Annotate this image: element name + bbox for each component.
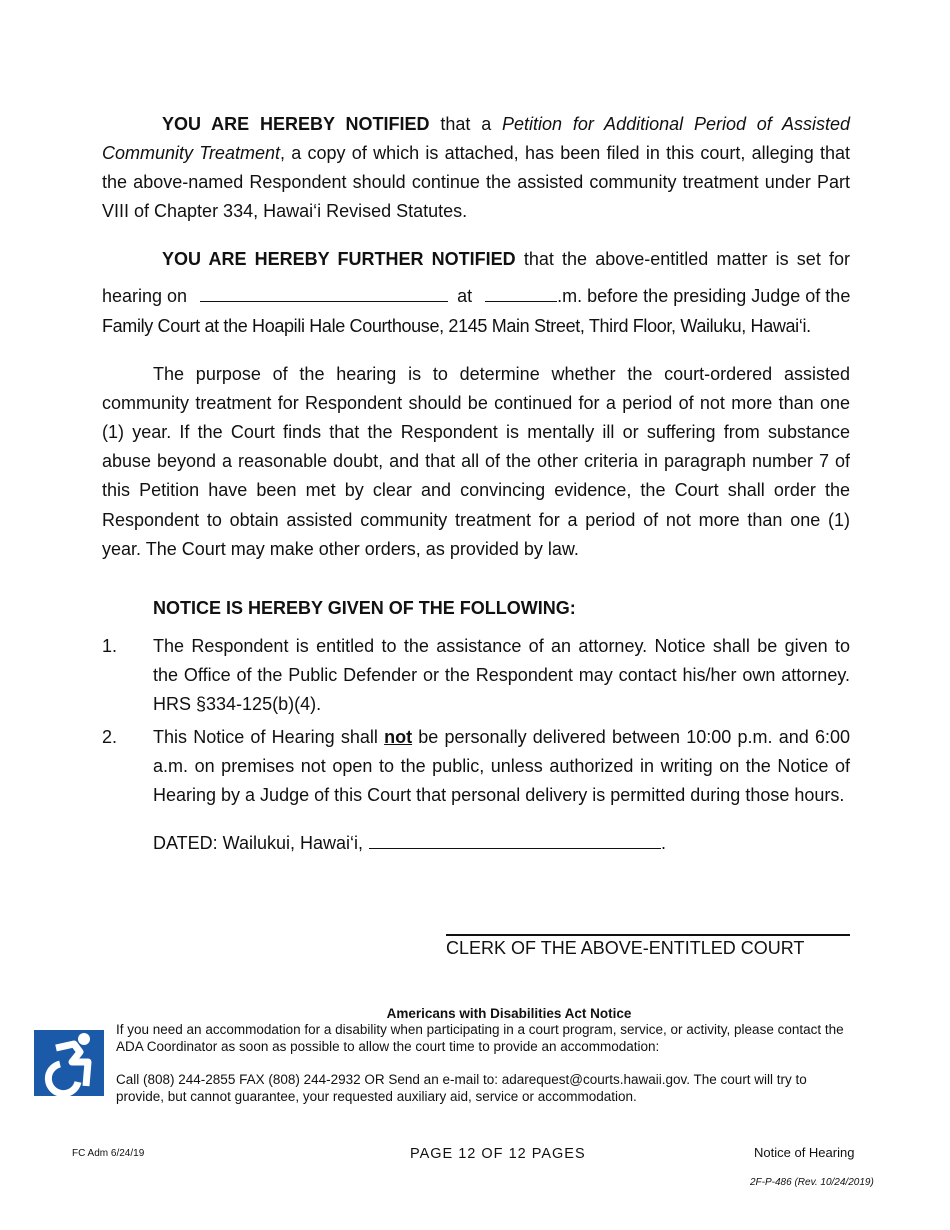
- p3-line: abuse beyond a reasonable doubt, and that all of the other criteria in paragraph number 7 of: [102, 451, 850, 471]
- text: This Notice of Hearing shall: [153, 727, 385, 747]
- petition-title: Petition for Additional Period of Assisted: [502, 114, 850, 134]
- text: at: [457, 286, 473, 306]
- p2-line2: [102, 284, 850, 308]
- p3-line: this Petition have been met by clear and convincing evidence, the Court shall order the: [102, 480, 850, 500]
- item1-line: The Respondent is entitled to the assistance of an attorney. Notice shall be given to: [153, 636, 850, 656]
- item1-line: the Office of the Public Defender or the Respondent may contact his/her own attorney.: [153, 665, 850, 685]
- dated-line: [153, 831, 901, 855]
- lead: YOU ARE HEREBY FURTHER NOTIFIED: [162, 249, 516, 269]
- accessibility-icon: [34, 1030, 104, 1096]
- text: that a: [429, 114, 503, 134]
- clerk-label: CLERK OF THE ABOVE-ENTITLED COURT: [446, 938, 805, 958]
- ada-text: If you need an accommodation for a disability when participating in a court program, service, or activity, please contact the: [116, 1022, 844, 1037]
- item1-line: HRS §334-125(b)(4).: [153, 694, 322, 714]
- hearing-date-field[interactable]: [200, 285, 448, 302]
- lead: YOU ARE HEREBY NOTIFIED: [162, 114, 430, 134]
- footer-form-code: FC Adm 6/24/19: [72, 1148, 145, 1159]
- item2-line: Hearing by a Judge of this Court that personal delivery is permitted during those hours.: [153, 785, 845, 805]
- p3-line: community treatment for Respondent should be continued for a period of not more than one: [102, 393, 850, 413]
- petition-title: Community Treatment: [102, 143, 280, 163]
- p1-line1: [162, 112, 850, 136]
- p1-line2: [102, 141, 850, 165]
- page-number: PAGE 12 OF 12 PAGES: [410, 1146, 586, 1162]
- text: hearing on: [102, 286, 188, 306]
- ada-text: provide, but cannot guarantee, your requested auxiliary aid, service or accommodation.: [116, 1089, 637, 1104]
- item1-number: 1.: [102, 636, 118, 656]
- ada-text: ADA Coordinator as soon as possible to allow the court time to provide an accommodation:: [116, 1039, 660, 1054]
- p2-line3: Family Court at the Hoapili Hale Courthouse, 2145 Main Street, Third Floor, Wailuku, Hawai‘i.: [102, 316, 811, 336]
- text: that the above-entitled matter is set for: [515, 249, 850, 269]
- item2-line: a.m. on premises not open to the public, unless authorized in writing on the Notice of: [153, 756, 850, 776]
- form-revision: 2F-P-486 (Rev. 10/24/2019): [750, 1177, 874, 1188]
- p3-line: (1) year. If the Court finds that the Respondent is mentally ill or suffering from substance: [102, 422, 850, 442]
- notice-heading: NOTICE IS HEREBY GIVEN OF THE FOLLOWING:: [153, 598, 576, 618]
- p3-line: year. The Court may make other orders, as provided by law.: [102, 539, 579, 559]
- item2-number: 2.: [102, 727, 118, 747]
- text: be personally delivered between 10:00 p.m. and 6:00: [412, 727, 850, 747]
- dated-label: DATED: Wailukui, Hawai‘i,: [153, 833, 364, 853]
- p1-line3: the above-named Respondent should continue the assisted community treatment under Part: [102, 172, 850, 192]
- ada-text: Call (808) 244-2855 FAX (808) 244-2932 OR Send an e-mail to: adarequest@courts.hawaii.gov. The court will try to: [116, 1072, 807, 1087]
- date-field[interactable]: [369, 832, 661, 849]
- footer-title: Notice of Hearing: [754, 1145, 855, 1160]
- item2-line: [153, 725, 850, 749]
- text: .m. before the presiding Judge of the: [557, 286, 851, 306]
- p3-line: Respondent to obtain assisted community treatment for a period of not more than one (1): [102, 510, 850, 530]
- p2-line1: [162, 247, 850, 271]
- hearing-time-field[interactable]: [485, 285, 557, 302]
- text: .: [661, 833, 667, 853]
- text: , a copy of which is attached, has been filed in this court, alleging that: [279, 143, 850, 163]
- p1-line4: VIII of Chapter 334, Hawai‘i Revised Statutes.: [102, 201, 468, 221]
- p3-line: The purpose of the hearing is to determine whether the court-ordered assisted: [153, 364, 850, 384]
- ada-heading: Americans with Disabilities Act Notice: [386, 1006, 632, 1021]
- emphasis: not: [384, 727, 413, 747]
